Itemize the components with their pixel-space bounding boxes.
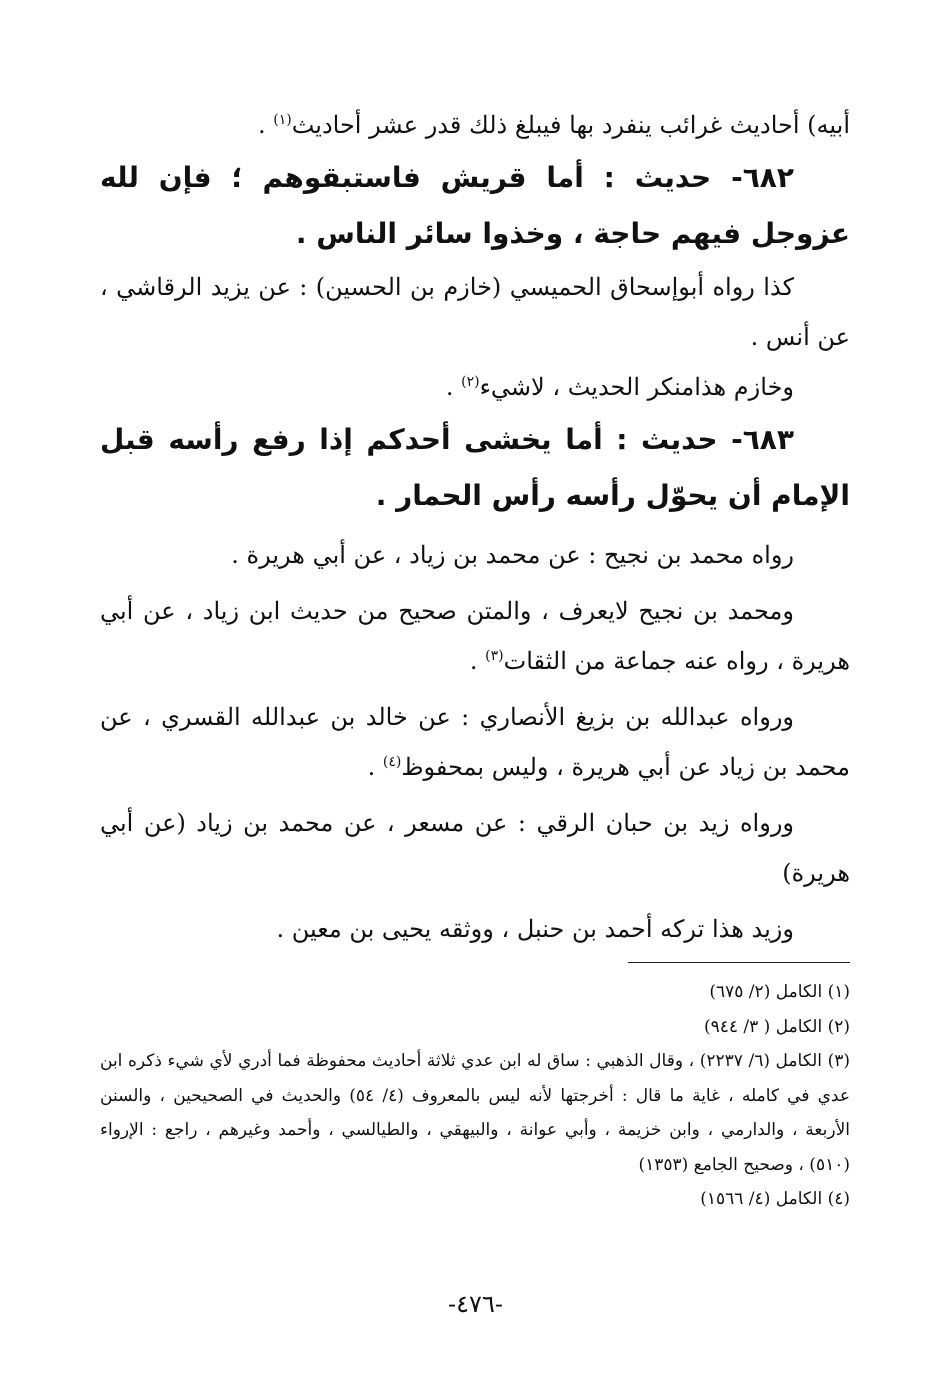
hadith-683-heading: ٦٨٣- حديث : أما يخشى أحدكم إذا رفع رأسه قبل الإمام أن يحوّل رأسه رأس الحمار . <box>100 423 850 512</box>
footnotes <box>100 975 850 1217</box>
footnote-ref: (١) <box>273 112 292 128</box>
paragraph-narration: ورواه عبدالله بن بزيغ الأنصاري : عن خالد بن عبدالله القسري ، عن محمد بن زياد عن أبي هريرة ، وليس بمحفوظ$^{(٤)}$ . <box>100 703 850 781</box>
paragraph-continuation: أبيه) أحاديث غرائب ينفرد بها فيبلغ ذلك قدر عشر أحاديث$^{(١)}$ . <box>257 111 850 139</box>
paragraph-critique: وخازم هذامنكر الحديث ، لاشيء$^{(٢)}$ . <box>445 373 794 401</box>
footnote-3: (٣) الكامل (٦/ ٢٢٣٧) ، وقال الذهبي : ساق له ابن عدي ثلاثة أحاديث محفوظة فما أدري لأي شيء ذكره ابن عدي في كامله ، غاية ما قال : أخرجتها لأنه ليس بالمعروف (٤/ ٥٤) والحديث في الصحيحين ، والسنن الأربعة ، والدارمي ، وابن خزيمة ، وأبي عوانة ، والبيهقي ، والطيالسي ، وأحمد وغيرهم ، راجع : الإرواء (٥١٠) ، وصحيح الجامع (١٣٥٣) <box>100 1051 850 1175</box>
footnote-2: (٢) الكامل ( ٣/ ٩٤٤) <box>703 1016 850 1037</box>
footnote-1: (١) الكامل (٢/ ٦٧٥) <box>709 982 850 1002</box>
footnote-ref: (٣) <box>485 648 504 664</box>
footnote-ref: (٤) <box>382 754 402 770</box>
paragraph-critique: وزيد هذا تركه أحمد بن حنبل ، ووثقه يحيى بن معين . <box>276 915 794 943</box>
paragraph-narration: رواه محمد بن نجيح : عن محمد بن زياد ، عن أبي هريرة . <box>231 541 794 569</box>
paragraph-narration: كذا رواه أبوإسحاق الحميسي (خازم بن الحسين) : عن يزيد الرقاشي ، عن أنس . <box>100 273 850 351</box>
footnote-divider <box>628 962 850 963</box>
paragraph-narration: ورواه زيد بن حبان الرقي : عن مسعر ، عن محمد بن زياد (عن أبي هريرة) <box>100 809 850 887</box>
footnote-ref: (٢) <box>461 374 480 390</box>
footnote-4: (٤) الكامل (٤/ ١٥٦٦) <box>700 1189 850 1209</box>
page-number: -٤٧٦- <box>448 1290 503 1318</box>
hadith-682-heading: ٦٨٢- حديث : أما قريش فاستبقوهم ؛ فإن لله عزوجل فيهم حاجة ، وخذوا سائر الناس . <box>100 161 850 250</box>
paragraph-critique: ومحمد بن نجيح لايعرف ، والمتن صحيح من حديث ابن زياد ، عن أبي هريرة ، رواه عنه جماعة من الثقات$^{(٣)}$ . <box>100 597 850 675</box>
main-text <box>100 100 850 954</box>
